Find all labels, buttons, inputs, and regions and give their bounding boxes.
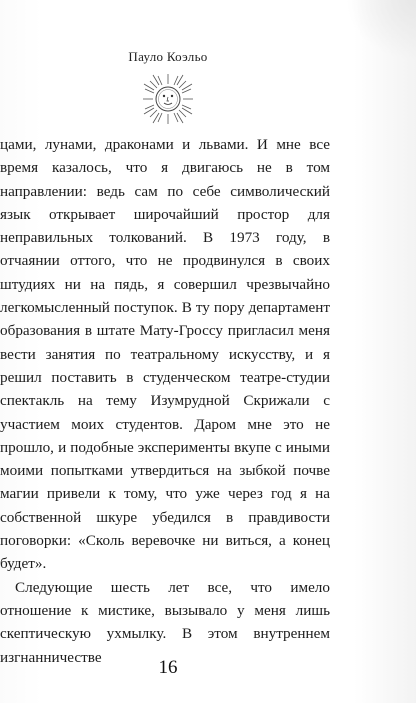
page-header — [0, 48, 336, 66]
paragraph: Следующие шесть лет все, что имело отношение к мистике, вызывало у меня лишь скептическую ухмылку. В этом внутреннем изгнанничестве — [0, 578, 330, 666]
running-head: Пауло Коэльо — [128, 49, 208, 64]
paragraph: цами, лунами, драконами и львами. И мне все время казалось, что я двигаюсь не в том направлении: ведь сам по себе символический язык открывает широчайший простор для неправильных толкований. В 1973 году, в отчаянии оттого, что не продвинулся в своих штудиях ни на пядь, я совершил чрезвычайно легкомысленный поступок. В ту пору департамент образования в штате Мату-Гроссу пригласил меня вести занятия по театральному искусству, и я решил поставить в студенческом театре-студии спектакль на тему Изумрудной Скрижали с участием моих студентов. Даром мне это не прошло, и подобные эксперименты вкупе с иными моими попытками утвердиться на зыбкой почве магии привели к тому, что уже через год я на собственной шкуре убедился в правдивости поговорки: «Сколь веревочке ни виться, а конец будет». — [0, 136, 330, 573]
page-number: 16 — [158, 657, 178, 678]
page-corner-shadow — [346, 0, 416, 60]
body-text — [0, 133, 330, 669]
sun-emblem-icon — [141, 72, 195, 126]
